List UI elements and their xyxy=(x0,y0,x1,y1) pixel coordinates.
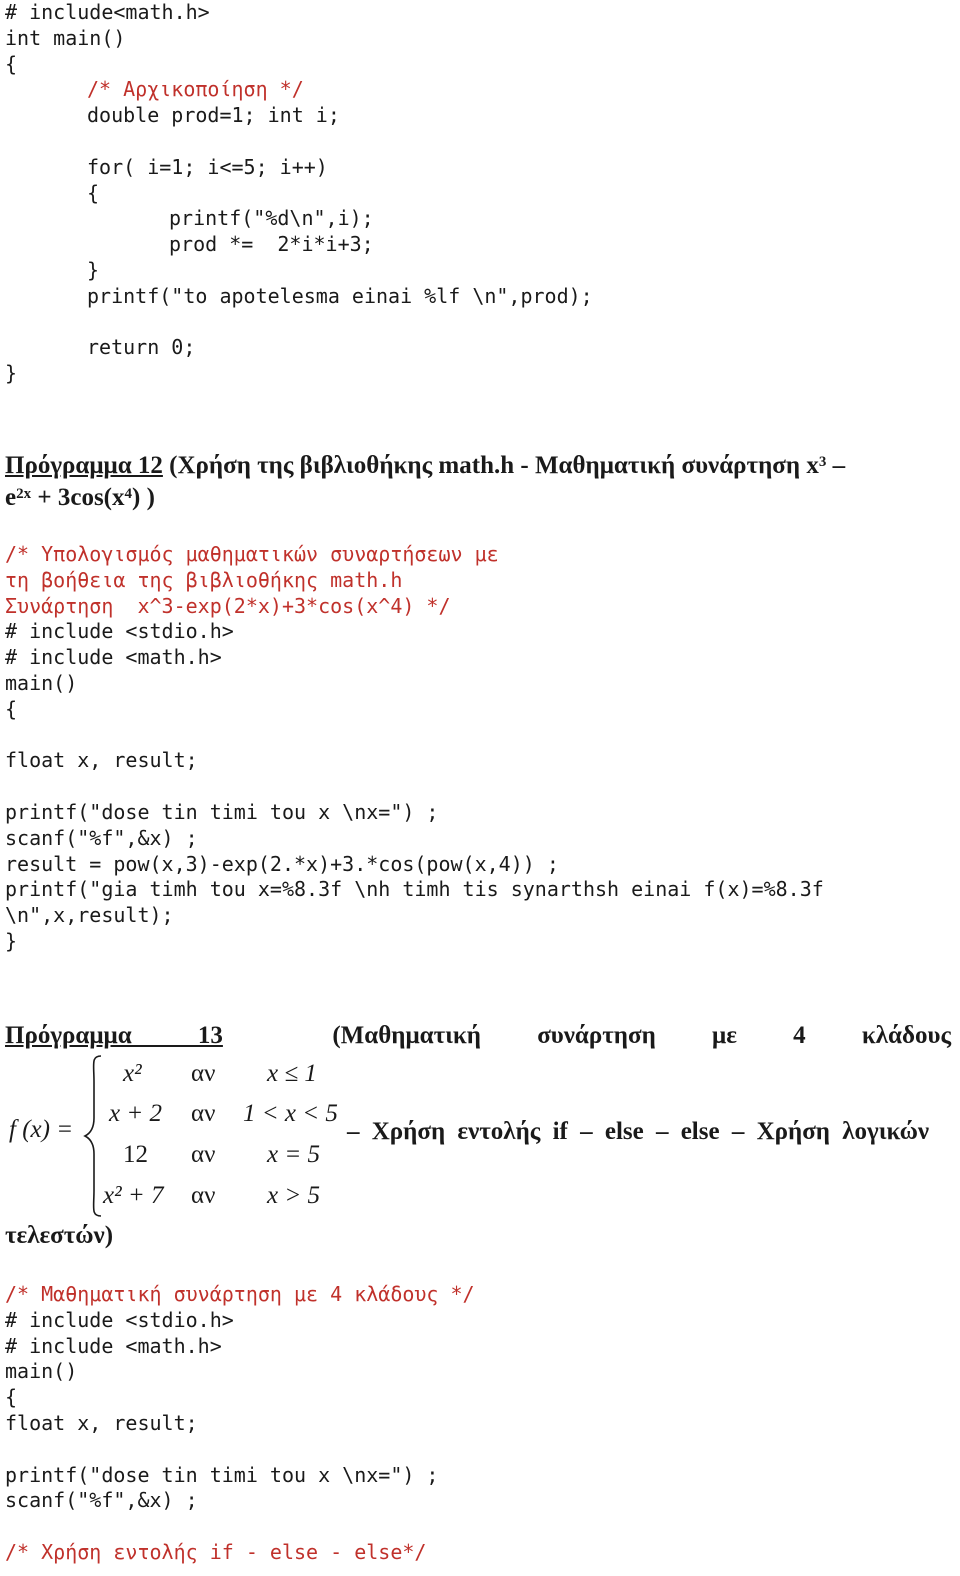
function-label: f (x) = xyxy=(9,1116,74,1143)
heading-text: ) ) xyxy=(132,484,155,511)
heading-line-1 xyxy=(5,450,951,482)
program-label: Πρόγραμμα 13 xyxy=(5,1022,223,1049)
code-line: double prod=1; int i; xyxy=(87,103,340,128)
heading-text: – xyxy=(826,452,846,479)
code-line: { xyxy=(5,696,18,721)
code-line: float x, result; xyxy=(5,748,198,773)
case-word: αν xyxy=(191,1182,216,1209)
superscript: 2x xyxy=(16,486,32,502)
code-line: int main() xyxy=(5,25,126,50)
superscript: 4 xyxy=(124,486,133,502)
code-line: # include <stdio.h> xyxy=(5,619,234,644)
code-comment: /* Μαθηματική συνάρτηση με 4 κλάδους */ xyxy=(5,1282,475,1306)
code-line: printf("dose tin timi tou x \nx=") ; xyxy=(5,799,439,824)
code-line: # include<math.h> xyxy=(5,0,210,24)
code-line: { xyxy=(5,1385,18,1410)
code-block-3 xyxy=(5,1282,475,1566)
left-brace-icon xyxy=(83,1052,105,1220)
heading-text: – Χρήση εντολής if – else – else – Χρήση λογικών xyxy=(347,1118,930,1145)
code-line xyxy=(5,1514,475,1540)
case-expr: x² + 7 xyxy=(103,1182,164,1209)
program-13-heading xyxy=(5,1020,951,1052)
code-line xyxy=(5,723,824,749)
code-comment: τη βοήθεια της βιβλιοθήκης math.h xyxy=(5,567,403,592)
code-line: float x, result; xyxy=(5,1410,198,1435)
case-expr: x + 2 xyxy=(109,1100,162,1127)
code-line: printf("dose tin timi tou x \nx=") ; xyxy=(5,1462,439,1487)
code-line xyxy=(5,129,593,155)
code-line: # include <math.h> xyxy=(5,645,222,670)
code-line: printf("gia timh tou x=%8.3f \nh timh tis synarthsh einai f(x)=%8.3f xyxy=(5,877,824,902)
code-line: scanf("%f",&x) ; xyxy=(5,1488,198,1513)
code-line: \n",x,result); xyxy=(5,903,174,928)
program-12-heading xyxy=(5,450,951,514)
case-expr: x² xyxy=(123,1060,142,1087)
case-cond: x ≤ 1 xyxy=(267,1060,317,1087)
code-line: # include <stdio.h> xyxy=(5,1307,234,1332)
code-line: main() xyxy=(5,1359,78,1384)
code-line: printf("to apotelesma einai %lf \n",prod); xyxy=(87,283,593,308)
code-comment: Συνάρτηση x^3-exp(2*x)+3*cos(x^4) */ xyxy=(5,593,451,618)
heading-text: (Μαθηματική συνάρτηση με 4 κλάδους xyxy=(332,1022,951,1049)
code-line: { xyxy=(87,180,100,205)
code-line: printf("%d\n",i); xyxy=(169,206,374,231)
heading-line-2 xyxy=(5,482,951,514)
code-line: # include <math.h> xyxy=(5,1333,222,1358)
code-line xyxy=(5,310,593,336)
code-line: result = pow(x,3)-exp(2.*x)+3.*cos(pow(x,4)) ; xyxy=(5,851,559,876)
heading-text: e xyxy=(5,484,17,511)
code-block-2 xyxy=(5,542,824,955)
heading-text: + 3cos(x xyxy=(31,484,125,511)
code-comment: /* Υπολογισμός μαθηματικών συναρτήσεων με xyxy=(5,542,499,566)
code-line: prod *= 2*i*i+3; xyxy=(169,232,374,257)
code-comment: /* Χρήση εντολής if - else - else*/ xyxy=(5,1539,427,1564)
code-line: } xyxy=(87,257,100,282)
case-word: αν xyxy=(191,1060,216,1087)
case-word: αν xyxy=(191,1141,216,1168)
code-line: } xyxy=(5,361,18,386)
superscript: 3 xyxy=(818,454,827,470)
piecewise-function xyxy=(5,1052,955,1222)
heading-continuation: τελεστών) xyxy=(5,1222,114,1249)
code-block-1 xyxy=(5,0,593,387)
code-line: main() xyxy=(5,670,78,695)
case-cond: x > 5 xyxy=(267,1182,320,1209)
code-comment: /* Αρχικοποίηση */ xyxy=(87,77,304,102)
code-line xyxy=(5,1437,475,1463)
case-cond: x = 5 xyxy=(267,1141,320,1168)
program-label: Πρόγραμμα 12 xyxy=(5,452,163,479)
code-line: scanf("%f",&x) ; xyxy=(5,825,198,850)
heading-text: (Χρήση της βιβλιοθήκης math.h - Μαθηματική συνάρτηση x xyxy=(162,452,819,479)
case-word: αν xyxy=(191,1100,216,1127)
case-expr: 12 xyxy=(123,1141,148,1168)
code-line: } xyxy=(5,928,18,953)
code-line: { xyxy=(5,51,18,76)
code-line xyxy=(5,774,824,800)
case-cond: 1 < x < 5 xyxy=(243,1100,338,1127)
code-line: return 0; xyxy=(87,335,196,360)
code-line: for( i=1; i<=5; i++) xyxy=(87,154,328,179)
